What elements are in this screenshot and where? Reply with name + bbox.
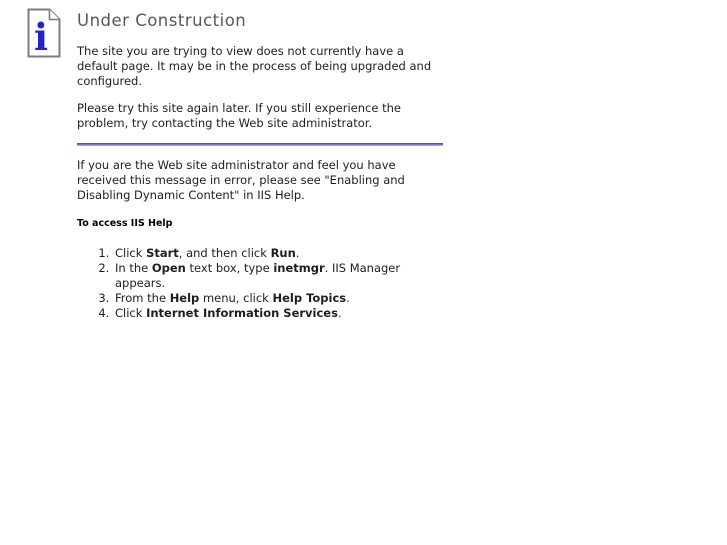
step-item — [113, 306, 443, 321]
step-text: Click — [115, 306, 147, 320]
info-page-icon — [27, 8, 61, 58]
step-text: . — [346, 291, 350, 305]
content-column — [77, 8, 443, 321]
step-keyword: Internet Information Services — [146, 306, 338, 320]
info-icon: i — [33, 15, 49, 58]
step-text: text box, type — [185, 261, 274, 275]
step-text: In the — [115, 261, 152, 275]
divider-rule — [77, 143, 443, 146]
step-item — [113, 261, 443, 291]
step-text: From the — [115, 291, 170, 305]
step-text: . — [337, 306, 342, 320]
step-text: , and then click — [178, 246, 271, 260]
step-text: . — [295, 246, 300, 260]
step-text: Click — [115, 246, 147, 260]
step-keyword: Open — [151, 261, 186, 275]
step-item — [113, 291, 443, 306]
step-keyword: inetmgr — [273, 261, 325, 275]
administrator-paragraph: If you are the Web site administrator and feel you have received this message in error, please see "Enabling and Disabling Dynamic Content" in IIS Help. — [77, 158, 405, 202]
retry-paragraph: Please try this site again later. If you still experience the problem, try contacting the Web site administrator. — [77, 101, 401, 130]
step-text: menu, click — [199, 291, 273, 305]
page-title: Under Construction — [77, 11, 247, 30]
step-keyword: Run — [270, 246, 296, 260]
page-fold — [50, 10, 60, 20]
icon-column — [27, 8, 77, 58]
intro-paragraph: The site you are trying to view does not currently have a default page. It may be in the process of being upgraded and configured. — [77, 44, 432, 88]
step-text: . IIS Manager appears. — [115, 261, 401, 290]
step-item — [113, 246, 443, 261]
help-steps-list — [77, 246, 443, 321]
step-keyword: Help — [169, 291, 200, 305]
step-keyword: Start — [146, 246, 179, 260]
help-heading: To access IIS Help — [77, 218, 173, 229]
step-keyword: Help Topics — [272, 291, 347, 305]
